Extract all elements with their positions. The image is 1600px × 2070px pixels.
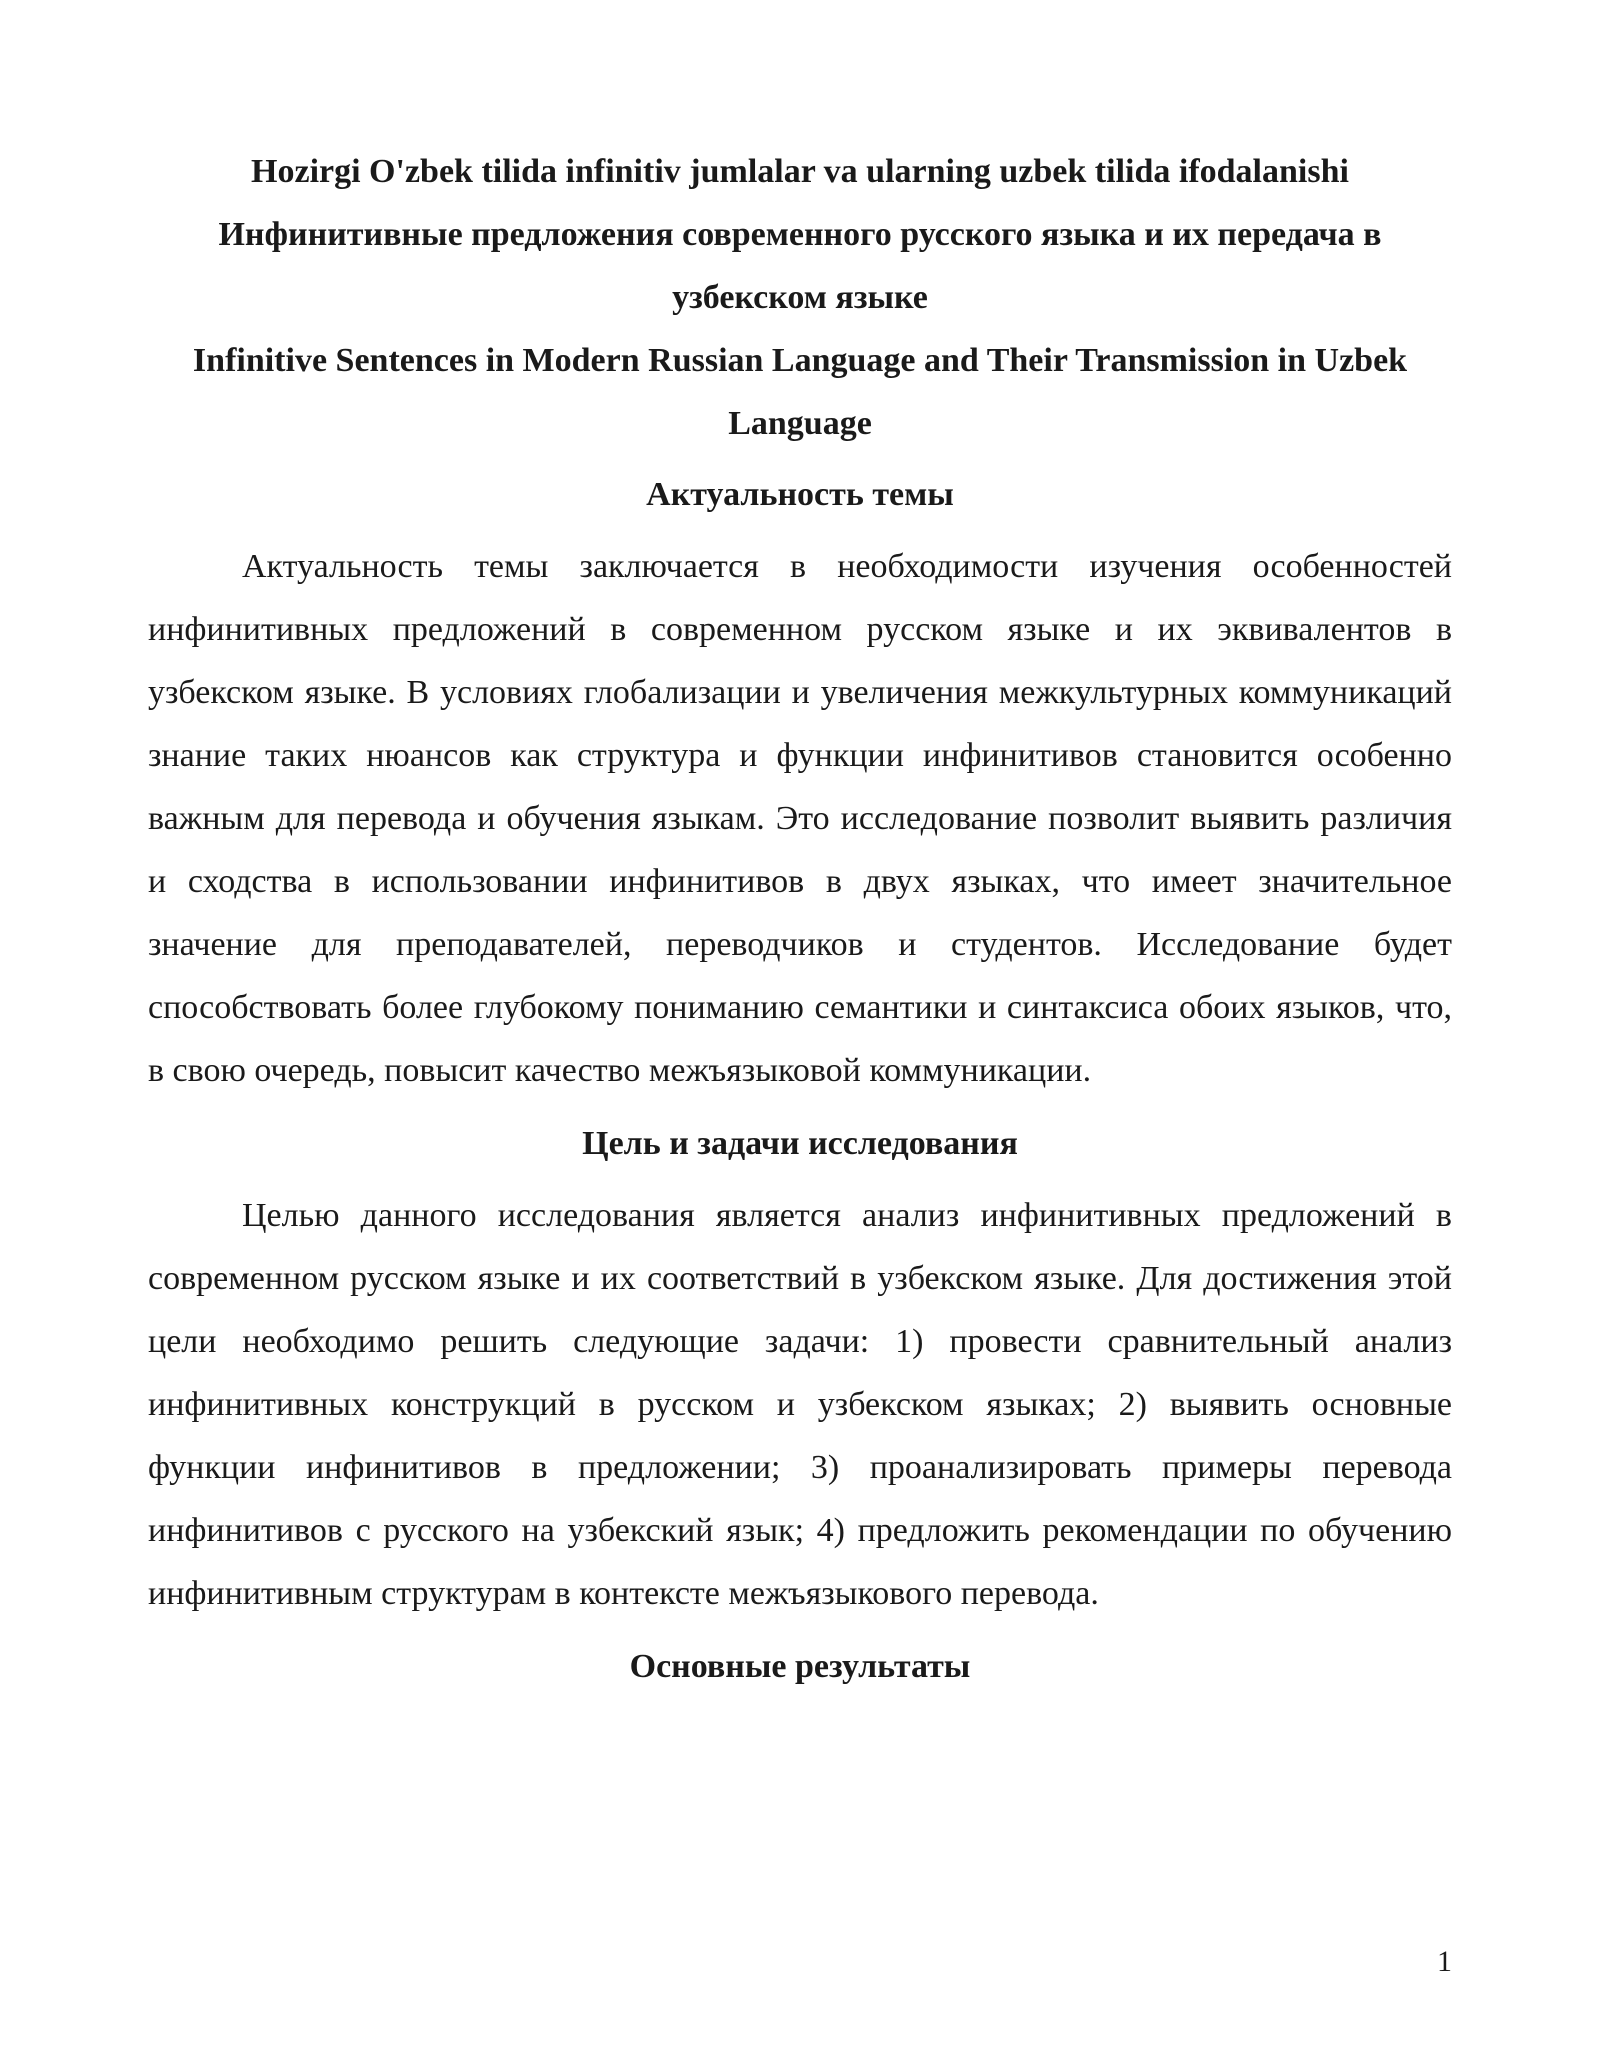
section-heading-relevance: Актуальность темы [646,476,954,513]
section-heading-results: Основные результаты [629,1648,971,1685]
document-page [148,140,1452,1707]
title-russian: Инфинитивные предложения современного русского языка и их передача в узбекском языке [218,216,1382,316]
section-heading-goals: Цель и задачи исследования [582,1125,1018,1162]
section-paragraph-relevance: Актуальность темы заключается в необходимости изучения особенностей инфинитивных предложений в современном русском языке и их эквивалентов в узбекском языке. В условиях глобализации и увеличения межкультурных коммуникаций знание таких нюансов как структура и функции инфинитивов становится особенно важным для перевода и обучения языкам. Это исследование позволит выявить различия и сходства в использовании инфинитивов в двух языках, что имеет значительное значение для преподавателей, переводчиков и студентов. Исследование будет способствовать более глубокому пониманию семантики и синтаксиса обоих языков, что, в свою очередь, повысит качество межъязыковой коммуникации. [148,548,1452,1089]
page-number: 1 [1437,1945,1452,1978]
section-paragraph-goals: Целью данного исследования является анализ инфинитивных предложений в современном русском языке и их соответствий в узбекском языке. Для достижения этой цели необходимо решить следующие задачи: 1) провести сравнительный анализ инфинитивных конструкций в русском и узбекском языках; 2) выявить основные функции инфинитивов в предложении; 3) проанализировать примеры перевода инфинитивов с русского на узбекский язык; 4) предложить рекомендации по обучению инфинитивным структурам в контексте межъязыкового перевода. [148,1197,1452,1612]
title-english: Infinitive Sentences in Modern Russian Language and Their Transmission in Uzbek Language [192,342,1408,442]
title-uzbek: Hozirgi O'zbek tilida infinitiv jumlalar va ularning uzbek tilida ifodalanishi [251,153,1349,190]
title-block [148,140,1452,455]
